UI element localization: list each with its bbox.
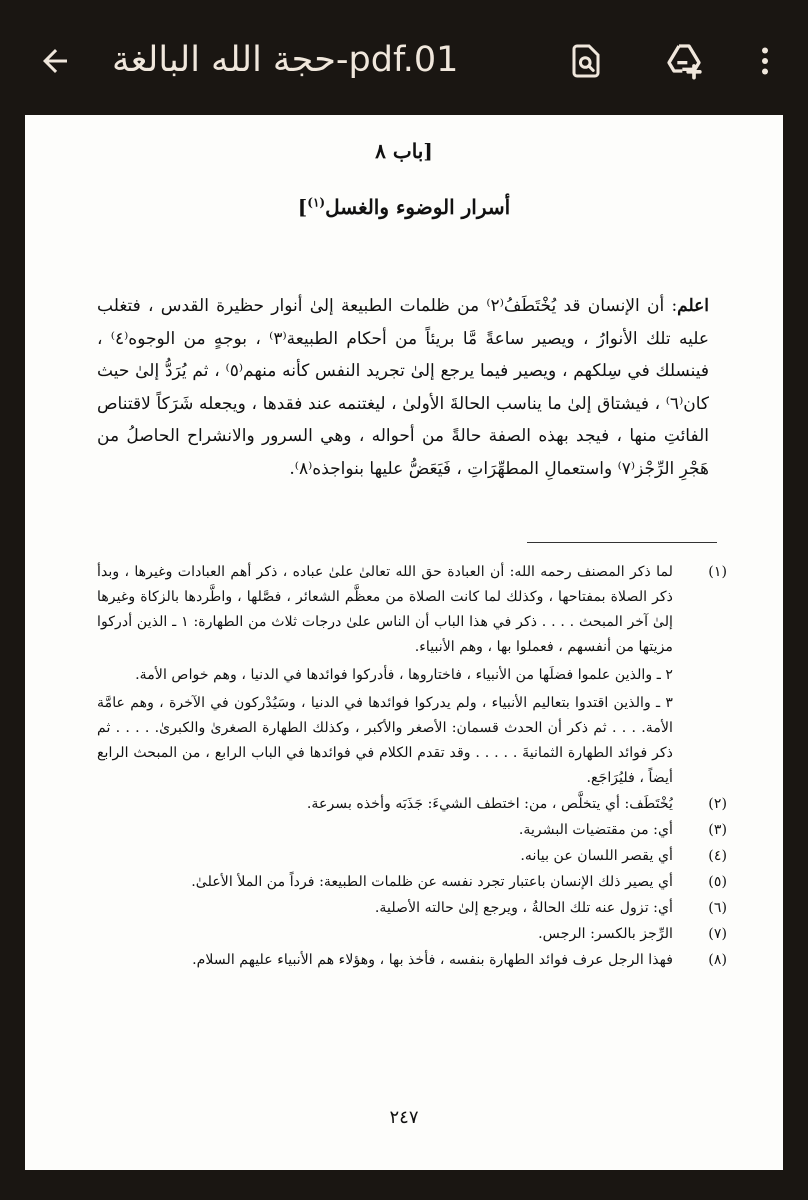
search-in-document-button[interactable]	[558, 33, 614, 89]
footnote-text: أي: تزول عنه تلك الحالةُ ، ويرجع إلىٰ حالته الأصلية.	[374, 900, 673, 916]
more-options-button[interactable]	[737, 33, 793, 89]
add-to-drive-button[interactable]	[656, 33, 712, 89]
footnote-number: (٦)	[708, 900, 727, 916]
footnote-number: (٥)	[708, 874, 727, 890]
chapter-label: [باب ٨	[375, 139, 433, 163]
document-title: حجة الله البالغة-pdf.01	[112, 40, 459, 80]
footnote-number: (٧)	[708, 926, 727, 942]
footnote-divider	[527, 542, 717, 543]
back-arrow-icon	[37, 43, 73, 79]
heading-bracket: ]	[297, 195, 308, 219]
footnote-item	[97, 818, 727, 843]
body-paragraph	[97, 290, 709, 485]
chapter-heading	[25, 195, 783, 219]
body-lead-word: اعلم	[677, 296, 709, 316]
heading-text: أسرار الوضوء والغسل	[325, 195, 511, 219]
footnote-number: (٣)	[708, 822, 727, 838]
body-text: : أن الإنسان قد يُخْتَطَفُ⁽٢⁾ من ظلمات الطبيعة إلىٰ أنوار حظيرة القدس ، فتغلب عليه تلك الأنوارُ ، ويصير ساعةً مَّا بريئاً من أحكام الطبيعة⁽٣⁾ ، بوجهٍ من الوجوه⁽٤⁾ ، فينسلك في سِلكهم ، ويصير فيما يرجع إلىٰ تجريد النفس كأنه منهم⁽٥⁾ ، ثم يُرَدُّ إلىٰ حيث كان⁽٦⁾ ، فيشتاق إلىٰ ما يناسب الحالةَ الأولىٰ ، ليغتنمه عند فقدها ، ويجعله شَرَكاً لاقتناص الفائتِ منها ، فيجد بهذه الصفة حالةً من أحواله ، وهي السرور والانشراح الحاصلُ من هَجْرِ الرِّجْز⁽٧⁾ واستعمالِ المطهِّرَاتِ ، فَيَعَضُّ عليها بنواجذه⁽٨⁾.	[97, 296, 709, 479]
footnote-number: (٢)	[708, 796, 727, 812]
footnote-number: (١)	[708, 564, 727, 580]
footnote-subparagraph: ٣ ـ والذين اقتدوا بتعاليم الأنبياء ، ولم يدركوا فوائدها في الدنيا ، وسَيُدْركون في الآخرة ، وهم عامَّة الأمة. . . . ثم ذكر أن الحدث قسمان: الأصغر والأكبر ، وكذلك الطهارة الصغرىٰ والكبرىٰ. . . . . ثم ذكر فوائد الطهارة الثمانيةَ . . . . . وقد تقدم الكلام في فوائدها في الباب الرابع ، من المبحث الرابع أيضاً ، فليُرَاجَع.	[97, 695, 673, 786]
footnote-text: أي: من مقتضيات البشرية.	[518, 822, 673, 838]
heading-footnote-ref: (١)	[307, 195, 326, 210]
footnotes	[97, 560, 727, 973]
footnote-item	[97, 870, 727, 895]
footnote-text: يُخْتَطَف: أي يتخلَّص ، من: اختطف الشيءَ: جَذَبَه وأخذه بسرعة.	[306, 796, 673, 812]
footnote-number: (٤)	[708, 848, 727, 864]
more-vert-icon	[747, 43, 783, 79]
footnote-text: أي يقصر اللسان عن بيانه.	[520, 848, 673, 864]
footnote-item	[97, 560, 727, 791]
search-document-icon	[568, 43, 604, 79]
footnote-subparagraph: ٢ ـ والذين علموا فضلَها من الأنبياء ، فاختاروها ، فأدركوا فوائدها في الدنيا ، وهم خواص الأمة.	[135, 667, 673, 683]
footnote-number: (٨)	[708, 952, 727, 968]
footnote-item	[97, 948, 727, 973]
pdf-page[interactable]	[25, 115, 783, 1170]
app-bar	[0, 0, 808, 115]
footnote-text: أي يصير ذلك الإنسان باعتبار تجرد نفسه عن ظلمات الطبيعة: فرداً من الملأ الأعلىٰ.	[191, 874, 673, 890]
add-to-drive-icon	[664, 41, 704, 81]
footnote-item	[97, 896, 727, 921]
footnote-item	[97, 844, 727, 869]
footnote-text: لما ذكر المصنف رحمه الله: أن العبادة حق الله تعالىٰ علىٰ عباده ، ذكر أهم العبادات وغيرها ، وبدأ ذكر الصلاة بمفتاحها ، وكذلك لما كانت الصلاة من معظَّم الشعائر ، فصَّلها ، واطَّردها بالزكاة وغيرها إلىٰ آخر المبحث . . . . ذكر في هذا الباب أن الناس علىٰ درجات ثلاث من الطهارة: ١ ـ الذين أدركوا مزيتها من أنفسهم ، فعملوا بها ، وهم الأنبياء.	[97, 564, 673, 655]
footnote-item	[97, 922, 727, 947]
back-button[interactable]	[27, 33, 83, 89]
footnote-text: فهذا الرجل عرف فوائد الطهارة بنفسه ، فأخذ بها ، وهؤلاء هم الأنبياء عليهم السلام.	[192, 952, 673, 968]
footnote-text: الرِّجز بالكسر: الرجس.	[538, 926, 673, 942]
footnote-item	[97, 792, 727, 817]
page-number: ٢٤٧	[389, 1107, 419, 1128]
